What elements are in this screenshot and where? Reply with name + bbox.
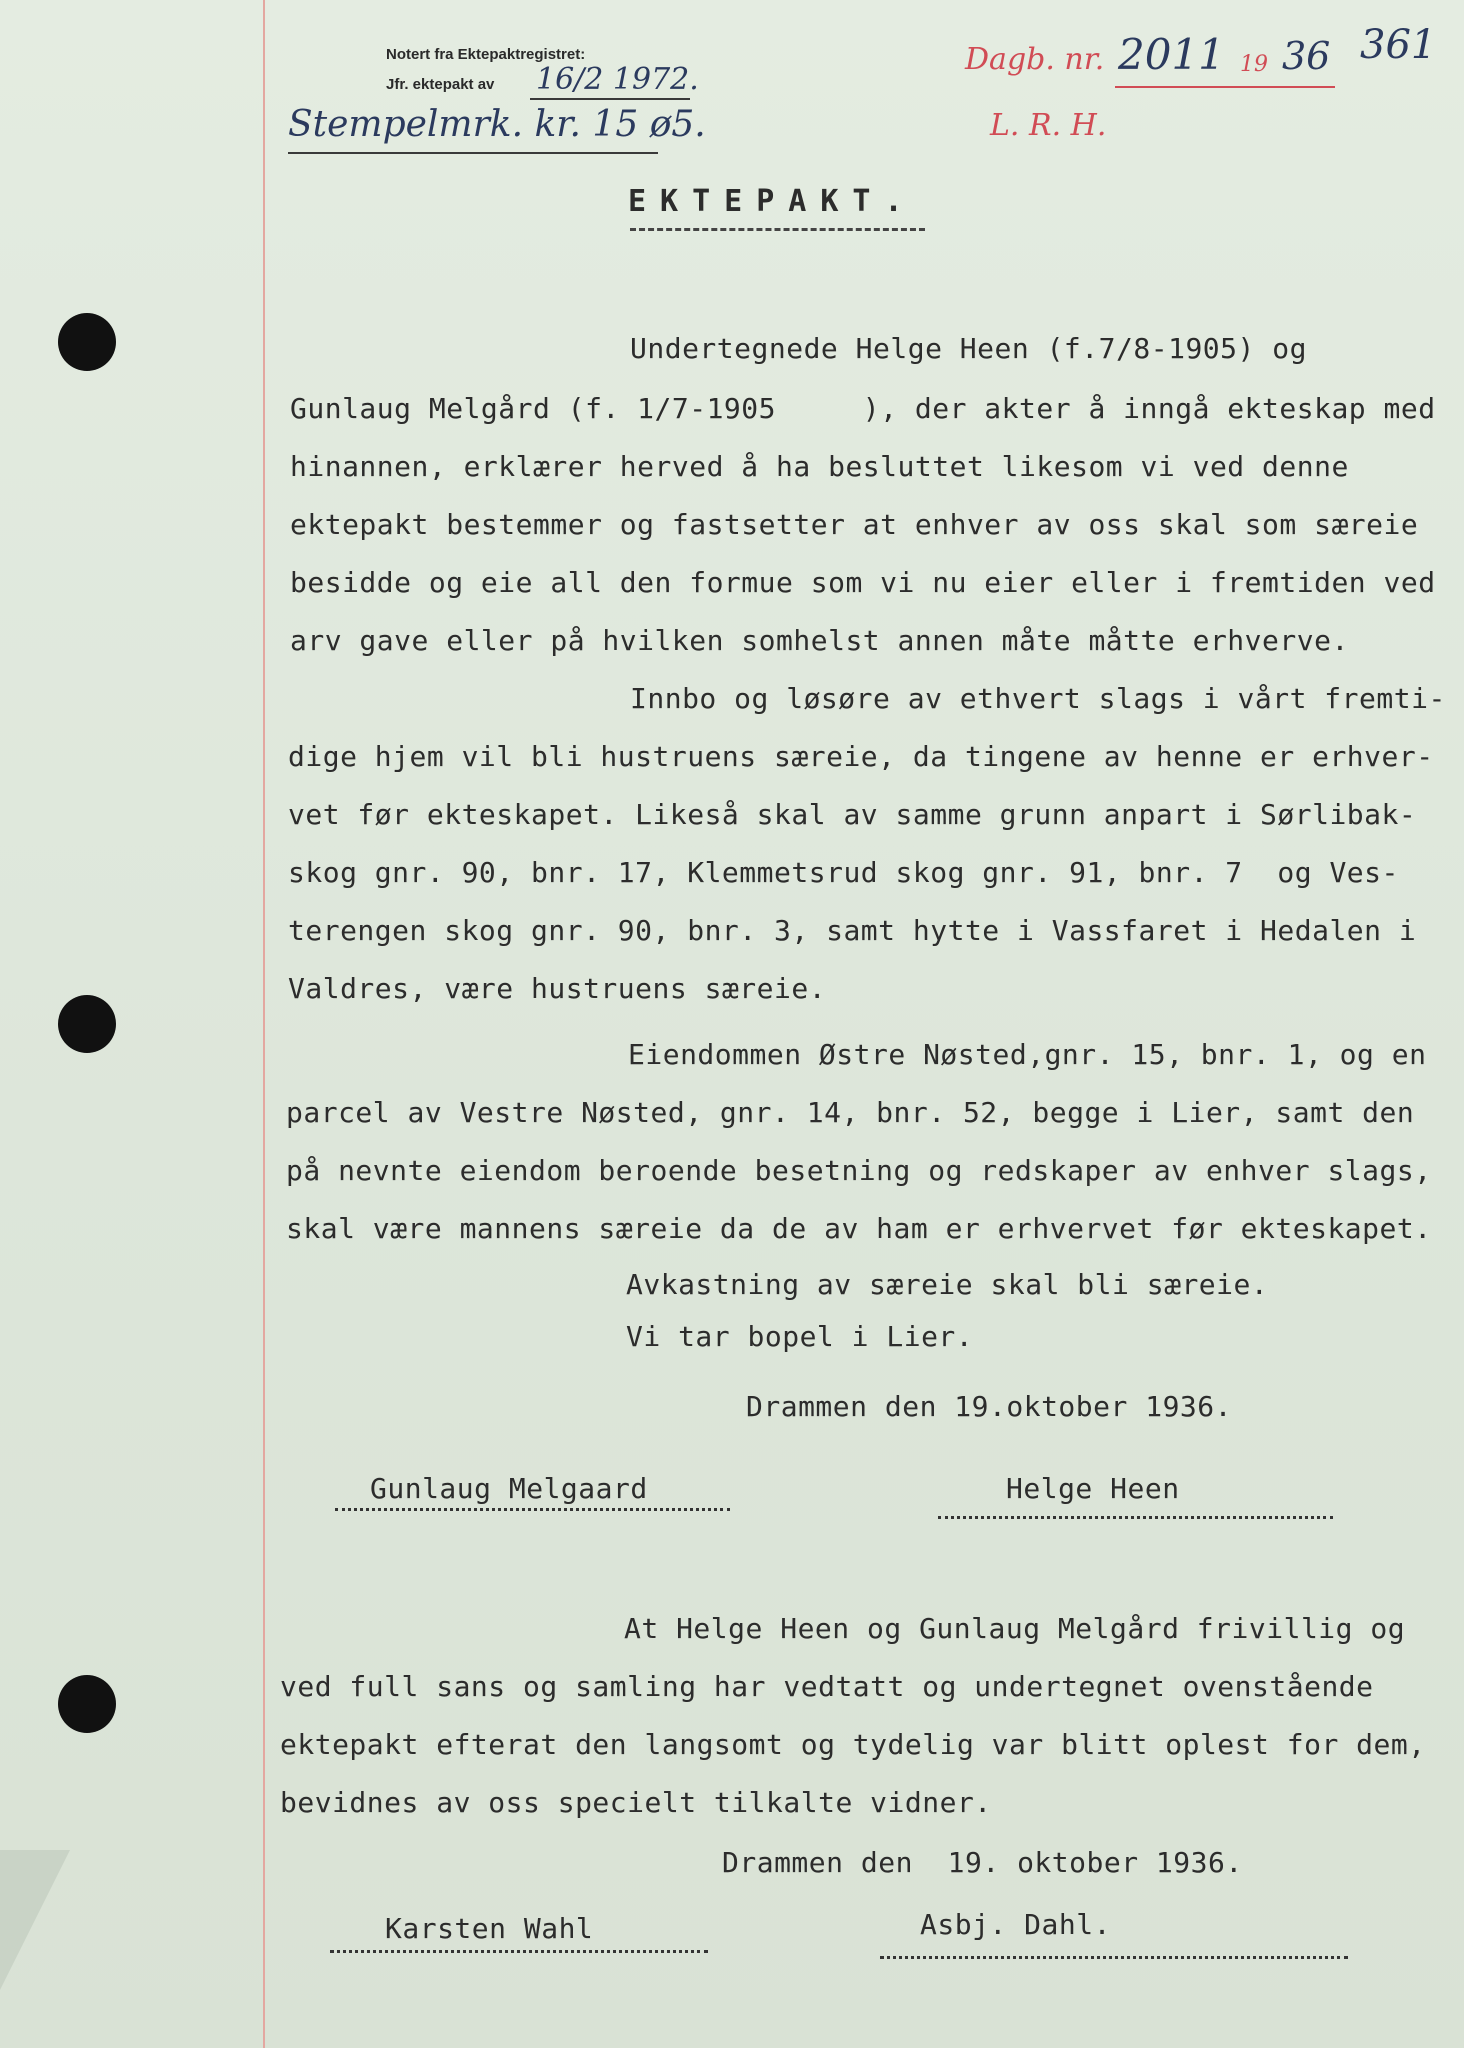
text-line: bevidnes av oss specielt tilkalte vidner.: [280, 1786, 992, 1819]
page-number: 361: [1360, 22, 1437, 68]
text-line: ved full sans og samling har vedtatt og undertegnet ovenstående: [280, 1670, 1374, 1703]
initials: L. R. H.: [990, 108, 1107, 143]
punch-hole: [58, 995, 116, 1053]
text-line: ektepakt efterat den langsomt og tydelig var blitt oplest for dem,: [280, 1728, 1426, 1761]
folded-corner: [0, 1850, 70, 1990]
registry-date-underline: [530, 98, 690, 100]
place-date: Drammen den 19. oktober 1936.: [722, 1846, 1243, 1879]
text-line: Undertegnede Helge Heen (f.7/8-1905) og: [630, 332, 1307, 365]
title-underline: [630, 228, 925, 231]
text-line: på nevnte eiendom beroende besetning og redskaper av enhver slags,: [286, 1154, 1432, 1187]
text-line: Valdres, være hustruens særeie.: [288, 972, 827, 1005]
dagbok-year: 36: [1282, 34, 1331, 78]
text-line: arv gave eller på hvilken somhelst annen måte måtte erhverve.: [290, 624, 1349, 657]
text-line: parcel av Vestre Nøsted, gnr. 14, bnr. 52, begge i Lier, samt den: [286, 1096, 1415, 1129]
punch-hole: [58, 1675, 116, 1733]
dagbok-number: 2011: [1118, 30, 1225, 79]
text-line: Vi tar bopel i Lier.: [626, 1320, 974, 1353]
signature-line: [335, 1508, 730, 1511]
document-title: EKTEPAKT.: [628, 184, 917, 219]
text-line: At Helge Heen og Gunlaug Melgård frivillig og: [624, 1612, 1406, 1645]
registry-date: 16/2 1972.: [536, 62, 699, 97]
dagbok-label: Dagb. nr.: [965, 42, 1105, 77]
signature-line: [938, 1516, 1333, 1519]
margin-line: [263, 0, 265, 2048]
text-line: Gunlaug Melgård (f. 1/7-1905 ), der akter å inngå ekteskap med: [290, 392, 1436, 425]
text-line: Eiendommen Østre Nøsted,gnr. 15, bnr. 1, og en: [628, 1038, 1427, 1071]
text-line: hinannen, erklærer herved å ha besluttet likesom vi ved denne: [290, 450, 1349, 483]
signature-line: [330, 1950, 708, 1953]
signature-groom: Helge Heen: [1006, 1472, 1180, 1505]
stamp-note-underline: [288, 152, 658, 154]
text-line: vet før ekteskapet. Likeså skal av samme grunn anpart i Sørlibak-: [288, 798, 1417, 831]
text-line: Innbo og løsøre av ethvert slags i vårt fremti-: [630, 682, 1446, 715]
witness-signature-1: Karsten Wahl: [385, 1912, 594, 1945]
signature-line: [880, 1956, 1348, 1959]
registry-stamp-line1: Notert fra Ektepaktregistret:: [386, 46, 586, 63]
place-date: Drammen den 19.oktober 1936.: [746, 1390, 1233, 1423]
registry-stamp-line2-prefix: Jfr. ektepakt av: [386, 76, 495, 93]
dagbok-year-prefix: 19: [1240, 52, 1268, 77]
signature-bride: Gunlaug Melgaard: [370, 1472, 648, 1505]
dagbok-underline: [1115, 86, 1335, 88]
text-line: skal være mannens særeie da de av ham er erhvervet før ekteskapet.: [286, 1212, 1432, 1245]
text-line: dige hjem vil bli hustruens særeie, da tingene av henne er erhver-: [288, 740, 1434, 773]
text-line: terengen skog gnr. 90, bnr. 3, samt hytte i Vassfaret i Hedalen i: [288, 914, 1417, 947]
stamp-note: Stempelmrk. kr. 15 ø5.: [288, 104, 706, 145]
text-line: besidde og eie all den formue som vi nu eier eller i fremtiden ved: [290, 566, 1436, 599]
punch-hole: [58, 313, 116, 371]
witness-signature-2: Asbj. Dahl.: [920, 1908, 1111, 1941]
text-line: ektepakt bestemmer og fastsetter at enhver av oss skal som særeie: [290, 508, 1419, 541]
text-line: Avkastning av særeie skal bli særeie.: [626, 1268, 1269, 1301]
text-line: skog gnr. 90, bnr. 17, Klemmetsrud skog gnr. 91, bnr. 7 og Ves-: [288, 856, 1399, 889]
